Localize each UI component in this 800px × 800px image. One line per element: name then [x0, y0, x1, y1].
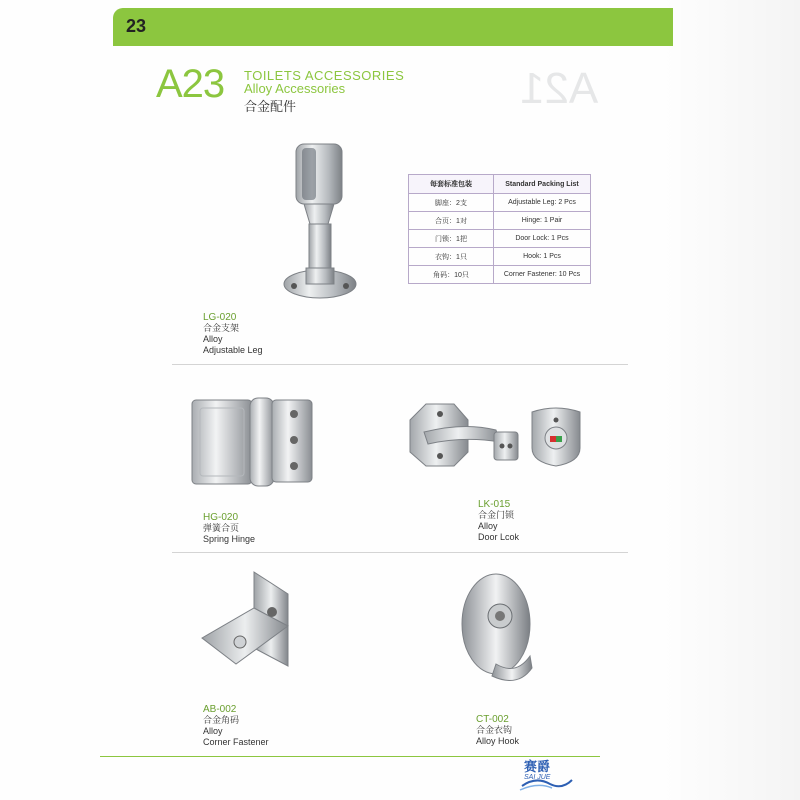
table-cell-en: Hinge: 1 Pair [494, 212, 591, 230]
door-lock-image [404, 400, 590, 480]
product-label-hinge [203, 512, 255, 545]
product-code: CT-002 [476, 714, 509, 725]
section-code: A23 [156, 62, 225, 106]
product-name-en: Alloy Hook [476, 736, 520, 746]
brand-name-en: SAI JUE [524, 774, 551, 781]
ghost-text: A21 [520, 64, 599, 113]
table-cell-en: Adjustable Leg: 2 Pcs [494, 194, 591, 212]
table-cell-cn: 门锁：1把 [409, 230, 494, 248]
product-code: AB-002 [203, 704, 237, 715]
product-material: Alloy [203, 334, 223, 344]
section-title-en: TOILETS ACCESSORIES [244, 68, 405, 83]
product-label-corner [203, 704, 269, 748]
table-cell-cn: 衣钩：1只 [409, 248, 494, 266]
table-row [409, 266, 591, 284]
section-divider [172, 364, 628, 365]
spring-hinge-image [190, 396, 314, 488]
adjustable-leg-image [282, 140, 362, 310]
product-name-en: Corner Fastener [203, 737, 269, 747]
product-name-en: Door Lcok [478, 532, 520, 542]
product-name-cn: 合金门锁 [478, 510, 515, 520]
table-row [409, 230, 591, 248]
product-material: Alloy [203, 726, 223, 736]
section-subtitle-en: Alloy Accessories [244, 81, 346, 96]
product-material: Alloy [478, 521, 498, 531]
product-code: HG-020 [203, 512, 239, 523]
packing-list-table [408, 174, 591, 284]
product-name-cn: 弹簧合页 [203, 523, 240, 533]
product-code: LK-015 [478, 499, 511, 510]
product-name-en: Spring Hinge [203, 534, 256, 544]
table-header-row [409, 175, 591, 194]
product-name-cn: 合金角码 [203, 715, 240, 725]
table-cell-en: Corner Fastener: 10 Pcs [494, 266, 591, 284]
product-name-cn: 合金衣钩 [476, 725, 513, 735]
brand-name-cn: 赛爵 [524, 759, 551, 774]
product-name-en: Adjustable Leg [203, 345, 263, 355]
product-code: LG-020 [203, 312, 237, 323]
section-subtitle-cn: 合金配件 [244, 99, 297, 114]
table-row [409, 248, 591, 266]
product-label-leg [203, 312, 263, 356]
table-cell-cn: 合页：1对 [409, 212, 494, 230]
table-cell-en: Door Lock: 1 Pcs [494, 230, 591, 248]
table-cell-en: Hook: 1 Pcs [494, 248, 591, 266]
table-row [409, 194, 591, 212]
corner-fastener-image [196, 568, 296, 678]
alloy-hook-image [456, 572, 536, 688]
product-label-hook [476, 714, 519, 747]
table-row [409, 212, 591, 230]
table-cell-cn: 脚座：2支 [409, 194, 494, 212]
page-number: 23 [126, 16, 147, 36]
product-label-lock [478, 499, 519, 543]
table-cell-cn: 角码：10只 [409, 266, 494, 284]
page-shadow [660, 0, 800, 800]
product-name-cn: 合金支架 [203, 323, 240, 333]
section-divider [172, 552, 628, 553]
table-header-cn: 每套标准包装 [409, 175, 494, 194]
table-header-en: Standard Packing List [494, 175, 591, 194]
